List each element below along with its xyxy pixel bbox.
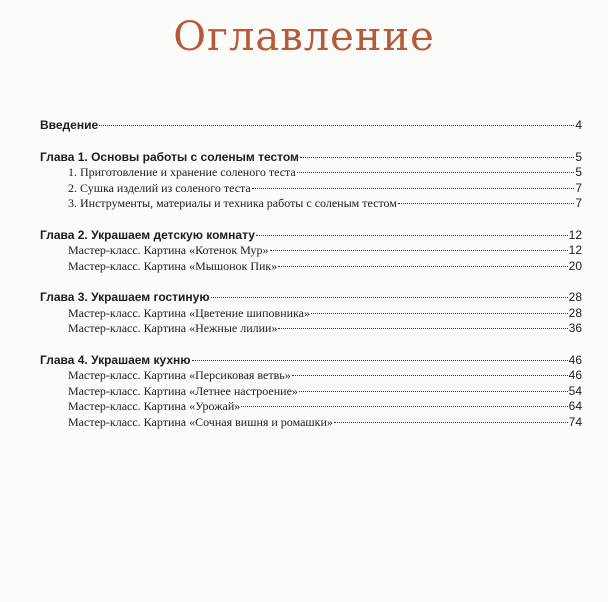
toc-item xyxy=(40,181,582,197)
table-of-contents xyxy=(40,118,582,430)
dot-leader xyxy=(241,406,567,407)
toc-item-label: Мастер-класс. Картина «Летнее настроение» xyxy=(68,383,298,398)
toc-chapter-page: 12 xyxy=(568,227,582,242)
dot-leader xyxy=(256,235,568,236)
toc-item-page: 7 xyxy=(575,180,582,195)
toc-chapter-label: Глава 3. Украшаем гостиную xyxy=(40,290,210,304)
dot-leader xyxy=(99,125,574,126)
toc-item-label: 2. Сушка изделий из соленого теста xyxy=(68,180,251,195)
toc-item-page: 5 xyxy=(575,165,582,179)
toc-item-label: 3. Инструменты, материалы и техника работы с соленым тестом xyxy=(68,196,397,210)
toc-chapter-label: Глава 1. Основы работы с соленым тестом xyxy=(40,149,299,164)
dot-leader xyxy=(398,203,574,204)
toc-item xyxy=(40,384,582,400)
dot-leader xyxy=(334,422,568,423)
dot-leader xyxy=(299,391,568,392)
toc-item xyxy=(40,321,582,337)
toc-item-label: Мастер-класс. Картина «Мышонок Пик» xyxy=(68,258,278,273)
toc-item xyxy=(40,259,582,275)
toc-item-page: 7 xyxy=(575,196,582,210)
toc-chapter-page: 28 xyxy=(568,290,582,304)
toc-chapter-label: Глава 2. Украшаем детскую комнату xyxy=(40,227,255,242)
toc-item-page: 64 xyxy=(568,399,582,413)
toc-chapter-page: 5 xyxy=(575,149,582,164)
dot-leader xyxy=(192,360,568,361)
dot-leader xyxy=(278,266,567,267)
toc-chapter-1 xyxy=(40,150,582,166)
toc-entry-page: 4 xyxy=(575,118,582,132)
toc-item xyxy=(40,243,582,259)
toc-item-page: 20 xyxy=(568,258,582,273)
toc-entry-intro xyxy=(40,118,582,134)
toc-chapter-page: 46 xyxy=(568,352,582,367)
toc-item-page: 74 xyxy=(568,414,582,429)
toc-item xyxy=(40,399,582,415)
toc-item-label: Мастер-класс. Картина «Цветение шиповника» xyxy=(68,305,311,320)
toc-chapter-3 xyxy=(40,290,582,306)
dot-leader xyxy=(297,172,575,173)
toc-chapter-4 xyxy=(40,353,582,369)
toc-entry-label: Введение xyxy=(40,118,99,132)
toc-item xyxy=(40,196,582,212)
toc-item-label: Мастер-класс. Картина «Нежные лилии» xyxy=(68,321,278,335)
toc-item xyxy=(40,306,582,322)
toc-item-label: Мастер-класс. Картина «Урожай» xyxy=(68,399,241,413)
dot-leader xyxy=(278,328,567,329)
dot-leader xyxy=(252,188,575,189)
toc-item-page: 12 xyxy=(568,243,582,257)
toc-chapter-label: Глава 4. Украшаем кухню xyxy=(40,352,191,367)
toc-item-label: 1. Приготовление и хранение соленого теста xyxy=(68,165,296,179)
toc-item-page: 36 xyxy=(568,321,582,335)
toc-chapter-2 xyxy=(40,228,582,244)
page-title: Оглавление xyxy=(173,14,435,60)
dot-leader xyxy=(311,313,568,314)
toc-item xyxy=(40,368,582,384)
toc-item-label: Мастер-класс. Картина «Персиковая ветвь» xyxy=(68,368,291,382)
dot-leader xyxy=(292,375,568,376)
toc-item-label: Мастер-класс. Картина «Котенок Мур» xyxy=(68,243,269,257)
toc-item-page: 28 xyxy=(568,305,582,320)
dot-leader xyxy=(300,157,574,158)
toc-item xyxy=(40,415,582,431)
toc-item-label: Мастер-класс. Картина «Сочная вишня и ромашки» xyxy=(68,414,333,429)
toc-item-page: 54 xyxy=(568,383,582,398)
toc-item-page: 46 xyxy=(568,368,582,382)
dot-leader xyxy=(211,297,568,298)
toc-item xyxy=(40,165,582,181)
dot-leader xyxy=(270,250,568,251)
